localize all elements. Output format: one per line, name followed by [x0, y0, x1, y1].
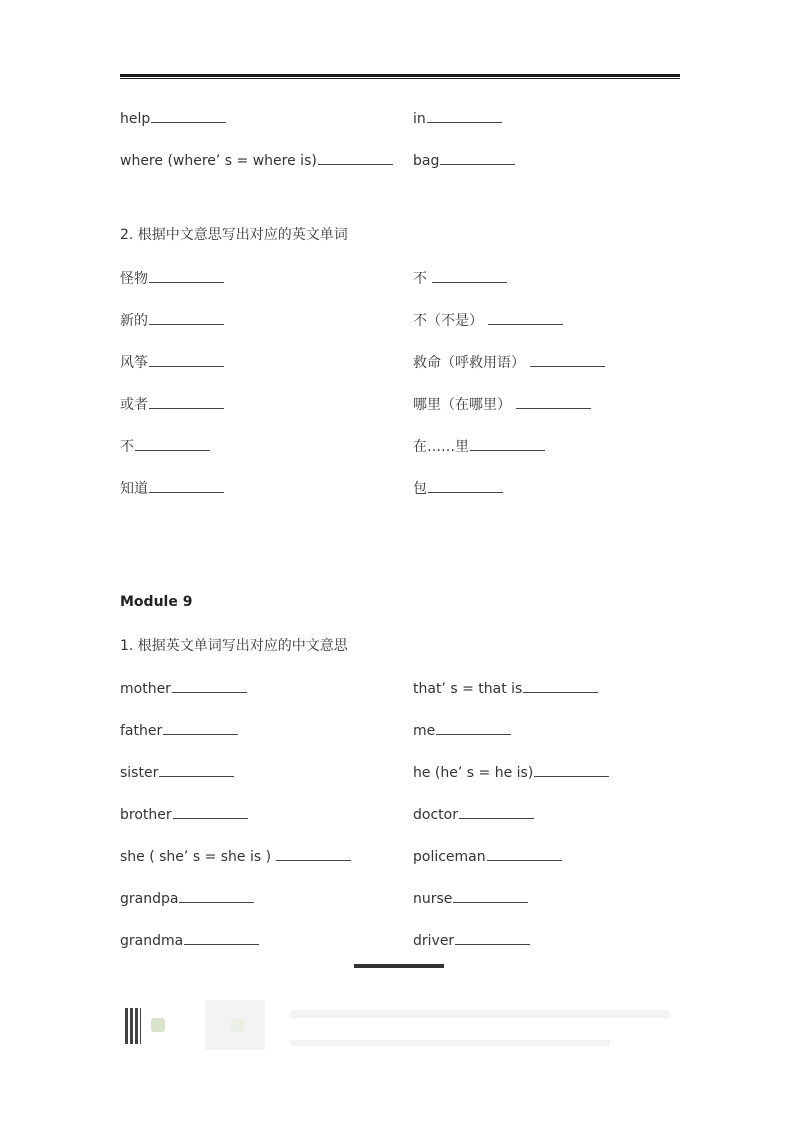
- en-row-3-left: sister: [120, 763, 234, 782]
- answer-blank[interactable]: [516, 395, 591, 409]
- zh-row-6-right: 包: [413, 479, 503, 498]
- answer-blank[interactable]: [455, 931, 530, 945]
- answer-blank[interactable]: [470, 437, 545, 451]
- qr-code-icon: [125, 1008, 141, 1044]
- faded-watermark: [290, 1040, 610, 1046]
- module-9-heading: 1. 根据英文单词写出对应的中文意思: [120, 638, 348, 654]
- faded-watermark: [290, 1010, 670, 1018]
- answer-blank[interactable]: [173, 805, 248, 819]
- zh-row-6-left: 知道: [120, 479, 224, 498]
- word-bag: bag: [413, 151, 515, 170]
- en-row-1-left: mother: [120, 679, 247, 698]
- answer-blank[interactable]: [453, 889, 528, 903]
- answer-blank[interactable]: [523, 679, 598, 693]
- answer-blank[interactable]: [179, 889, 254, 903]
- answer-blank[interactable]: [276, 847, 351, 861]
- zh-row-3-left: 风筝: [120, 353, 224, 372]
- zh-row-5-left: 不: [120, 437, 210, 456]
- en-row-4-right: doctor: [413, 805, 534, 824]
- answer-blank[interactable]: [488, 311, 563, 325]
- answer-blank[interactable]: [318, 151, 393, 165]
- section-2-heading: 2. 根据中文意思写出对应的英文单词: [120, 227, 348, 243]
- en-row-5-left: she ( she’ s = she is ): [120, 847, 351, 866]
- en-row-3-right: he (he’ s = he is): [413, 763, 609, 782]
- zh-row-1-right: 不: [413, 269, 507, 288]
- answer-blank[interactable]: [149, 311, 224, 325]
- answer-blank[interactable]: [149, 479, 224, 493]
- answer-blank[interactable]: [149, 353, 224, 367]
- answer-blank[interactable]: [163, 721, 238, 735]
- answer-blank[interactable]: [487, 847, 562, 861]
- en-row-1-right: that’ s = that is: [413, 679, 598, 698]
- zh-row-4-right: 哪里（在哪里）: [413, 395, 591, 414]
- en-row-6-left: grandpa: [120, 889, 254, 908]
- answer-blank[interactable]: [427, 109, 502, 123]
- word-help: help: [120, 109, 226, 128]
- answer-blank[interactable]: [159, 763, 234, 777]
- en-row-5-right: policeman: [413, 847, 562, 866]
- zh-row-1-left: 怪物: [120, 269, 224, 288]
- watermark-icon: [151, 1018, 165, 1032]
- en-row-7-right: driver: [413, 931, 530, 950]
- word-where: where (where’ s = where is): [120, 151, 393, 170]
- answer-blank[interactable]: [149, 395, 224, 409]
- word-in: in: [413, 109, 502, 128]
- zh-row-3-right: 救命（呼救用语）: [413, 353, 605, 372]
- answer-blank[interactable]: [440, 151, 515, 165]
- en-row-6-right: nurse: [413, 889, 528, 908]
- en-row-4-left: brother: [120, 805, 248, 824]
- zh-row-2-left: 新的: [120, 311, 224, 330]
- answer-blank[interactable]: [184, 931, 259, 945]
- answer-blank[interactable]: [432, 269, 507, 283]
- answer-blank[interactable]: [172, 679, 247, 693]
- en-row-2-left: father: [120, 721, 238, 740]
- zh-row-5-right: 在……里: [413, 437, 545, 456]
- answer-blank[interactable]: [459, 805, 534, 819]
- answer-blank[interactable]: [135, 437, 210, 451]
- answer-blank[interactable]: [436, 721, 511, 735]
- en-row-2-right: me: [413, 721, 511, 740]
- answer-blank[interactable]: [530, 353, 605, 367]
- answer-blank[interactable]: [428, 479, 503, 493]
- en-row-7-left: grandma: [120, 931, 259, 950]
- zh-row-4-left: 或者: [120, 395, 224, 414]
- answer-blank[interactable]: [149, 269, 224, 283]
- faded-watermark: [205, 1000, 265, 1050]
- module-9-title: Module 9: [120, 594, 193, 610]
- footer-rule: [354, 964, 444, 968]
- answer-blank[interactable]: [534, 763, 609, 777]
- header-rule: [120, 74, 680, 79]
- zh-row-2-right: 不（不是）: [413, 311, 563, 330]
- answer-blank[interactable]: [151, 109, 226, 123]
